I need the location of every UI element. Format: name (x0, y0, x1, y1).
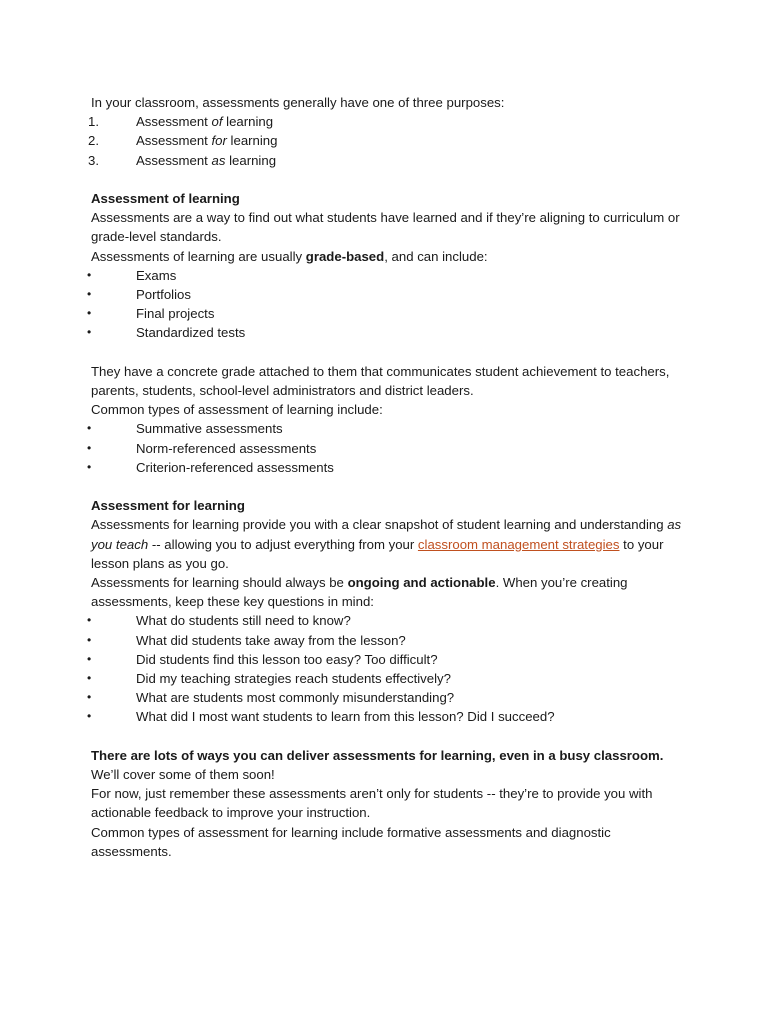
purpose-emphasis: as (211, 152, 226, 168)
questions-list (87, 611, 684, 726)
list-item (88, 112, 684, 131)
text-run: , and can include: (384, 248, 488, 264)
examples-list (87, 266, 684, 343)
bullet-icon: • (87, 440, 92, 455)
bullet-icon: • (87, 671, 92, 686)
list-item-text: Did my teaching strategies reach students effectively? (136, 671, 451, 687)
bullet-icon: • (87, 651, 92, 666)
bullet-icon: • (87, 421, 92, 436)
list-item-text: Summative assessments (136, 421, 283, 437)
text-run: -- allowing you to adjust everything from your (148, 536, 418, 552)
text-run: . When you’re creating assessments, keep these key questions in mind: (91, 575, 628, 610)
list-item (88, 131, 684, 150)
lots-of-ways-text (91, 746, 684, 784)
list-item-text: Portfolios (136, 287, 191, 303)
list-item (87, 631, 684, 650)
common-types-of-learning: Common types of assessment of learning include: (91, 402, 383, 418)
purpose-text: learning (222, 114, 274, 130)
of-learning-grade-based (91, 247, 684, 266)
emphasis-text: as you teach (91, 517, 682, 552)
bullet-icon: • (87, 306, 92, 321)
bullet-icon: • (87, 709, 92, 724)
list-item (87, 304, 684, 323)
bullet-icon: • (87, 632, 92, 647)
concrete-grade-text: They have a concrete grade attached to them that communicates student achievement to teachers, parents, students, school-level administrators and district leaders. (91, 363, 670, 399)
bullet-icon: • (87, 459, 92, 474)
list-item (88, 151, 684, 170)
list-item (87, 669, 684, 688)
purpose-text: Assessment (136, 152, 212, 168)
bold-text: There are lots of ways you can deliver assessments for learning, even in a busy classroom. (91, 747, 664, 763)
bold-text: ongoing and actionable (347, 575, 496, 591)
list-item-text: Exams (136, 267, 177, 283)
bullet-icon: • (87, 690, 92, 705)
list-item-text: Criterion-referenced assessments (136, 459, 334, 475)
list-item (87, 688, 684, 707)
purpose-text: Assessment (136, 133, 212, 149)
purpose-text: learning (226, 133, 278, 149)
purpose-text: Assessment (136, 114, 212, 130)
bullet-icon: • (87, 613, 92, 628)
spacer (91, 343, 684, 362)
purpose-text: learning (225, 152, 277, 168)
text-run: Assessments of learning are usually (91, 248, 306, 264)
bold-text: grade-based (305, 248, 385, 264)
list-item (87, 458, 684, 477)
list-item-text: Did students find this lesson too easy? Too difficult? (136, 651, 438, 667)
list-item-text: What did students take away from the lesson? (136, 632, 406, 648)
list-item (87, 611, 684, 630)
of-learning-definition: Assessments are a way to find out what students have learned and if they’re aligning to curriculum or grade-level standards. (91, 210, 680, 245)
list-item-text: Standardized tests (136, 325, 246, 341)
list-item-text: What do students still need to know? (136, 613, 351, 629)
spacer (91, 727, 684, 746)
list-item-text: Final projects (136, 306, 215, 322)
types-list (87, 419, 684, 477)
common-types-for-learning: Common types of assessment for learning include formative assessments and diagnostic assessments. (91, 824, 611, 859)
spacer (91, 170, 684, 189)
text-run: to your lesson plans as you go. (91, 536, 664, 571)
list-item (87, 266, 684, 285)
for-learning-ongoing (91, 573, 684, 611)
section-heading-of-learning: Assessment of learning (91, 191, 240, 206)
purposes-list (88, 112, 684, 170)
list-item (87, 707, 684, 726)
list-item (87, 323, 684, 342)
text-run: Assessments for learning should always be (91, 575, 348, 591)
list-item (87, 419, 684, 438)
list-number: 1. (88, 114, 99, 130)
purpose-emphasis: of (211, 114, 223, 130)
for-now-text: For now, just remember these assessments aren’t only for students -- they’re to provide you with actionable feedback to improve your instruction. (91, 786, 653, 821)
bullet-icon: • (87, 325, 92, 340)
list-item-text: Norm-referenced assessments (136, 440, 317, 456)
list-item-text: What are students most commonly misunderstanding? (136, 690, 455, 706)
bullet-icon: • (87, 267, 92, 282)
list-item (87, 285, 684, 304)
section-heading-for-learning: Assessment for learning (91, 498, 245, 514)
list-number: 2. (88, 133, 99, 149)
text-run: We’ll cover some of them soon! (91, 767, 275, 783)
list-item (87, 650, 684, 669)
text-run: Assessments for learning provide you with a clear snapshot of student learning and understanding (91, 517, 668, 533)
bullet-icon: • (87, 287, 92, 302)
list-item-text: What did I most want students to learn from this lesson? Did I succeed? (136, 709, 555, 725)
list-item (87, 439, 684, 458)
intro-text: In your classroom, assessments generally have one of three purposes: (91, 95, 505, 110)
list-number: 3. (88, 152, 99, 168)
for-learning-snapshot (91, 515, 684, 573)
classroom-management-link[interactable]: classroom management strategies (417, 536, 620, 552)
purpose-emphasis: for (211, 133, 227, 149)
spacer (91, 477, 684, 496)
